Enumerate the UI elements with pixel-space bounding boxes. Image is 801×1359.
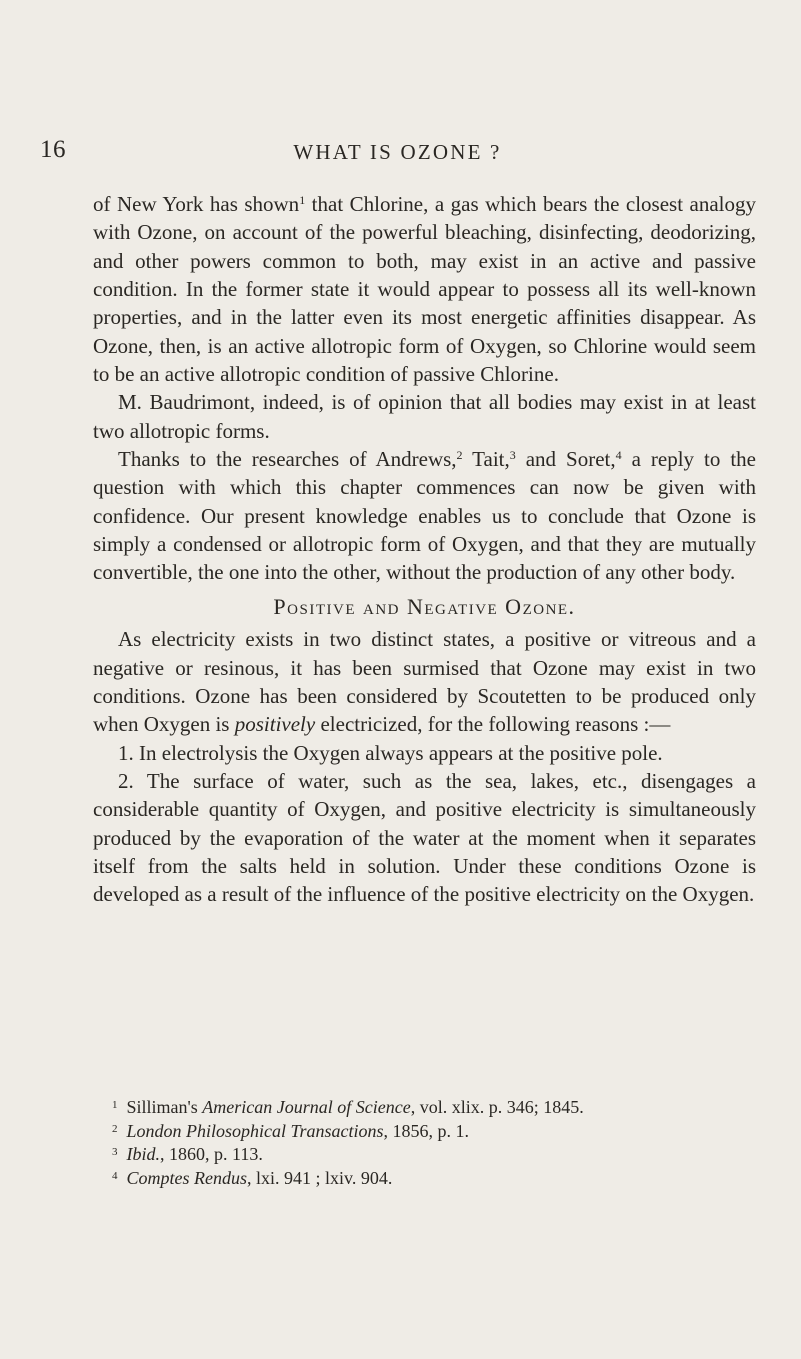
- paragraph-text: and Soret,: [515, 447, 616, 472]
- running-title: WHAT IS OZONE ?: [293, 140, 502, 164]
- paragraph-text: of New York has shown: [93, 192, 300, 216]
- footnote: [112, 1142, 782, 1166]
- footnote-ref: 1: [299, 193, 306, 207]
- footnote-title: Ibid.: [126, 1144, 160, 1164]
- footnote: [112, 1166, 782, 1190]
- paragraph-3: [93, 445, 756, 587]
- footnote-text: , lxi. 941 ; lxiv. 904.: [247, 1167, 393, 1188]
- list-item-2: 2. The surface of water, such as the sea, lakes, etc., disengages a considerable quantity of Oxygen, and positive electricity is simultaneously produced by the evaporation of the water at the moment when it separates itself from the salts held in solution. Under these conditions Ozone is developed as a result of the influence of the positive electricity on the Oxygen.: [93, 768, 756, 907]
- footnote-text: , 1856, p. 1.: [383, 1120, 470, 1141]
- paragraph-text: that Chlorine, a gas which bears the closest analogy with Ozone, on account of the powerful bleaching, disinfecting, deodorizing, and other powers common to both, may exist in an active and passive condition. In the former state it would appear to possess all its well-known properties, and in the latter even its most energetic affinities disappear. As Ozone, then, is an active allotropic form of Oxygen, so Chlorine would seem to be an active allotropic condition of passive Chlorine.: [93, 192, 756, 387]
- paragraph-text: a reply to the question with which this chapter commences can now be given with confidence. Our present knowledge enables us to conclude that Ozone is simply a condensed or allotropic form of Oxygen, and that they are mutually convertible, the one into the other, without the production of any other body.: [93, 447, 756, 585]
- footnotes: [112, 1095, 782, 1189]
- footnote-text: , vol. xlix. p. 346; 1845.: [410, 1097, 584, 1117]
- footnote-number: 1: [112, 1099, 118, 1111]
- paragraph-text: electricized, for the following reasons :—: [315, 712, 671, 737]
- footnote: [112, 1119, 782, 1143]
- emphasis-text: positively: [234, 712, 316, 737]
- footnote-text: Silliman's: [126, 1097, 203, 1117]
- paragraph-text: Thanks to the researches of Andrews,: [118, 447, 457, 472]
- footnote-number: 3: [112, 1146, 118, 1158]
- paragraph-4: [93, 625, 756, 738]
- footnote-ref: 3: [509, 448, 516, 463]
- footnote-ref: 2: [456, 448, 463, 463]
- footnote-number: 2: [112, 1122, 118, 1135]
- section-heading: Positive and Negative Ozone.: [273, 593, 576, 619]
- paragraph-1: [93, 190, 756, 388]
- paragraph-text: As electricity exists in two distinct states, a positive or vitreous and a negative or resinous, it has been surmised that Ozone may exist in two conditions. Ozone has been considered by Scoutetten to be produced only when Oxygen is: [93, 627, 756, 737]
- footnote-ref: 4: [615, 448, 622, 463]
- paragraph-text: Tait,: [462, 447, 510, 472]
- footnote-title: Comptes Rendus: [126, 1167, 247, 1188]
- footnote-number: 4: [112, 1169, 118, 1182]
- body-text: [93, 190, 756, 909]
- footnote-text: , 1860, p. 113.: [160, 1144, 263, 1164]
- footnote-title: London Philosophical Transactions: [126, 1120, 384, 1141]
- paragraph-2: M. Baudrimont, indeed, is of opinion that all bodies may exist in at least two allotropic forms.: [93, 390, 756, 443]
- page-number: 16: [40, 136, 66, 163]
- footnote: [112, 1095, 782, 1119]
- footnote-title: American Journal of Science: [202, 1097, 411, 1117]
- list-item-1: 1. In electrolysis the Oxygen always appears at the positive pole.: [118, 740, 663, 765]
